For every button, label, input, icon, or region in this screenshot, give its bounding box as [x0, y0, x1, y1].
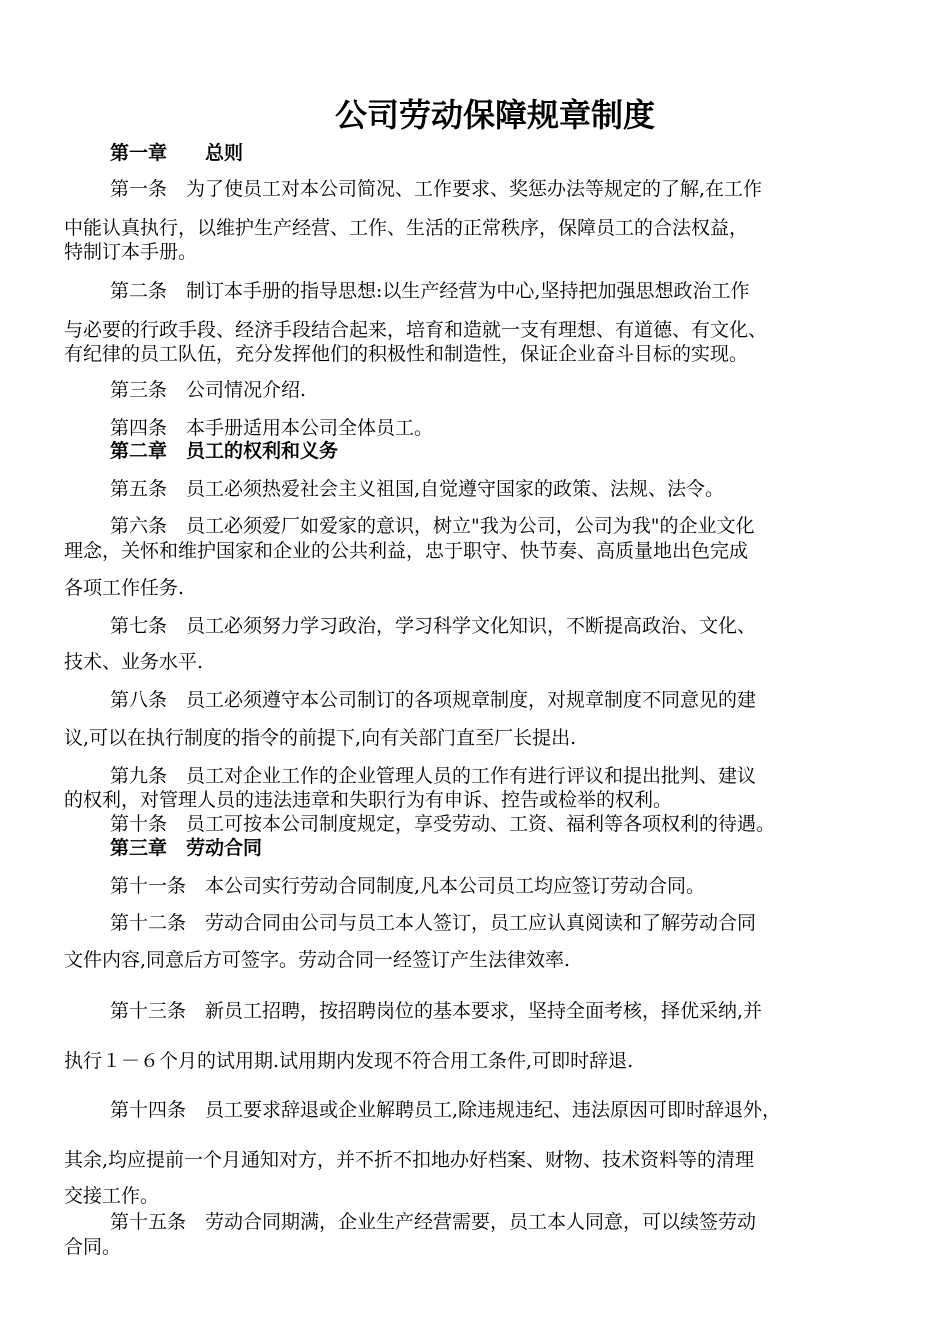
article-line: 其余,均应提前一个月通知对方，并不折不扣地办好档案、财物、技术资料等的清理	[64, 1149, 755, 1171]
article-line: 第七条 员工必须努力学习政治，学习科学文化知识，不断提高政治、文化、	[110, 615, 757, 637]
article-line: 第六条 员工必须爱厂如爱家的意识，树立"我为公司，公司为我"的企业文化	[110, 515, 755, 537]
article-line: 特制订本手册。	[64, 241, 198, 263]
article-line: 合同。	[64, 1236, 122, 1258]
article-line: 第十五条 劳动合同期满，企业生产经营需要，员工本人同意，可以续签劳动	[110, 1211, 757, 1233]
chapter-heading: 第三章 劳动合同	[110, 837, 263, 859]
article-line: 第十二条 劳动合同由公司与员工本人签订，员工应认真阅读和了解劳动合同	[110, 912, 757, 934]
article-line: 第四条 本手册适用本公司全体员工。	[110, 417, 434, 439]
article-line: 第十一条 本公司实行劳动合同制度,凡本公司员工均应签订劳动合同。	[110, 875, 706, 897]
article-line: 各项工作任务.	[64, 577, 185, 599]
article-line: 中能认真执行，以维护生产经营、工作、生活的正常秩序，保障员工的合法权益，	[64, 217, 749, 239]
article-line: 第十四条 员工要求辞退或企业解聘员工,除违规违纪、违法原因可即时辞退外，	[110, 1099, 782, 1121]
article-line: 有纪律的员工队伍，充分发挥他们的积极性和制造性，保证企业奋斗目标的实现。	[64, 343, 749, 365]
article-line: 的权利，对管理人员的违法违章和失职行为有申诉、控告或检举的权利。	[64, 789, 673, 811]
article-line: 第二条 制订本手册的指导思想:以生产经营为中心,坚持把加强思想政治工作	[110, 280, 750, 302]
article-line: 第一条 为了使员工对本公司简况、工作要求、奖惩办法等规定的了解,在工作	[110, 178, 763, 200]
article-line: 与必要的行政手段、经济手段结合起来，培育和造就一支有理想、有道德、有文化、	[64, 319, 768, 341]
article-line: 第十条 员工可按本公司制度规定，享受劳动、工资、福利等各项权利的待遇。	[110, 813, 776, 835]
article-line: 文件内容,同意后方可签字。劳动合同一经签订产生法律效率.	[64, 949, 571, 971]
article-line: 第十三条 新员工招聘，按招聘岗位的基本要求，坚持全面考核，择优采纳,并	[110, 1000, 763, 1022]
article-line: 执行１－６个月的试用期.试用期内发现不符合用工条件,可即时辞退.	[64, 1050, 634, 1072]
article-line: 第五条 员工必须热爱社会主义祖国,自觉遵守国家的政策、法规、法令。	[110, 478, 725, 500]
chapter-heading: 第一章 总则	[110, 142, 244, 164]
article-line: 第八条 员工必须遵守本公司制订的各项规章制度，对规章制度不同意见的建	[110, 689, 757, 711]
document-title: 公司劳动保障规章制度	[335, 96, 656, 134]
article-line: 第三条 公司情况介绍.	[110, 379, 307, 401]
article-line: 议,可以在执行制度的指令的前提下,向有关部门直至厂长提出.	[64, 727, 577, 749]
article-line: 技术、业务水平.	[64, 651, 204, 673]
chapter-heading: 第二章 员工的权利和义务	[110, 440, 339, 462]
article-line: 理念，关怀和维护国家和企业的公共利益，忠于职守、快节奏、高质量地出色完成	[64, 540, 749, 562]
article-line: 交接工作。	[64, 1185, 160, 1207]
article-line: 第九条 员工对企业工作的企业管理人员的工作有进行评议和提出批判、建议	[110, 765, 757, 787]
